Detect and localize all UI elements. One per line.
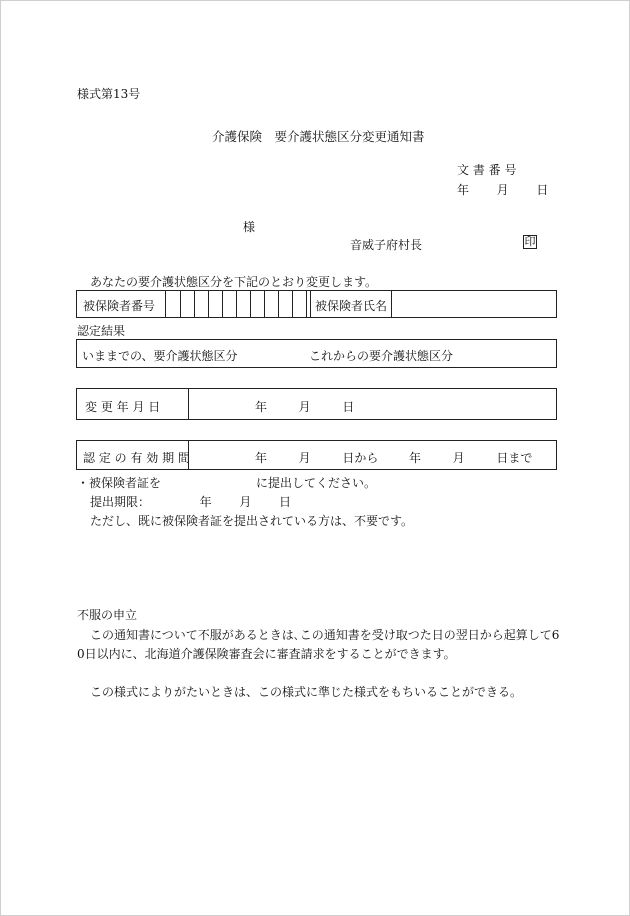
issuer-name: 音威子府村長 [350,238,423,252]
previous-care-level-label: いままでの、要介護状態区分 [82,349,238,363]
valid-period-start [255,449,378,466]
day-label: 日 [342,400,355,414]
year-label: 年 [255,451,268,465]
change-date-row [76,388,557,420]
footer-note: この様式によりがたいときは、この様式に準じた様式をもちいることができる。 [90,685,523,699]
submit-prefix: ・被保険者証を [77,476,162,490]
number-box[interactable] [236,291,237,317]
insured-name-field[interactable] [391,291,392,317]
number-box[interactable] [306,291,307,317]
day-label: 日 [536,183,549,197]
number-box[interactable] [292,291,293,317]
month-label: 月 [452,451,465,465]
number-box[interactable] [194,291,195,317]
document-number-label: 文 書 番 号 [457,163,517,177]
seal-mark: 印 [524,235,536,248]
valid-period-label: 認 定 の 有 効 期 間 [83,451,190,465]
insured-number-label: 被保険者番号 [83,299,156,313]
number-box[interactable] [165,291,166,317]
document-title: 介護保険 要介護状態区分変更通知書 [212,129,425,144]
deadline-row [90,493,291,510]
form-number: 様式第13号 [77,87,141,101]
from-suffix: 日から [342,451,379,465]
number-box[interactable] [222,291,223,317]
change-date-label: 変 更 年 月 日 [85,400,161,414]
insured-name-label: 被保険者氏名 [315,299,388,313]
appeal-heading: 不服の申立 [77,608,138,622]
valid-period-end [409,449,532,466]
addressee-suffix: 様 [243,220,256,234]
care-level-row [76,339,557,368]
day-label: 日 [279,495,292,509]
number-box[interactable] [278,291,279,317]
submit-suffix: に提出してください。 [256,476,377,490]
insured-info-row [76,290,557,318]
number-box[interactable] [250,291,251,317]
intro-text: あなたの要介護状態区分を下記のとおり変更します。 [90,275,378,289]
number-box[interactable] [264,291,265,317]
deadline-label: 提出期限： [90,495,151,509]
change-date-value [255,398,354,415]
valid-period-row [76,440,557,470]
number-box[interactable] [180,291,181,317]
number-box[interactable] [208,291,209,317]
issue-date [457,181,548,198]
year-label: 年 [457,183,470,197]
new-care-level-label: これからの要介護状態区分 [309,349,454,363]
exemption-note: ただし、既に被保険者証を提出されている方は、不要です。 [90,514,414,528]
year-label: 年 [199,495,212,509]
month-label: 月 [496,183,509,197]
month-label: 月 [298,451,311,465]
month-label: 月 [298,400,311,414]
appeal-text-line1: この通知書について不服があるときは､この通知書を受け取つた日の翌日から起算して6 [90,628,560,642]
appeal-text-line2: 0日以内に、北海道介護保険審査会に審査請求をすることができます。 [77,647,456,661]
year-label: 年 [255,400,268,414]
year-label: 年 [409,451,422,465]
to-suffix: 日まで [496,451,533,465]
month-label: 月 [239,495,252,509]
certification-result-label: 認定結果 [77,324,126,338]
